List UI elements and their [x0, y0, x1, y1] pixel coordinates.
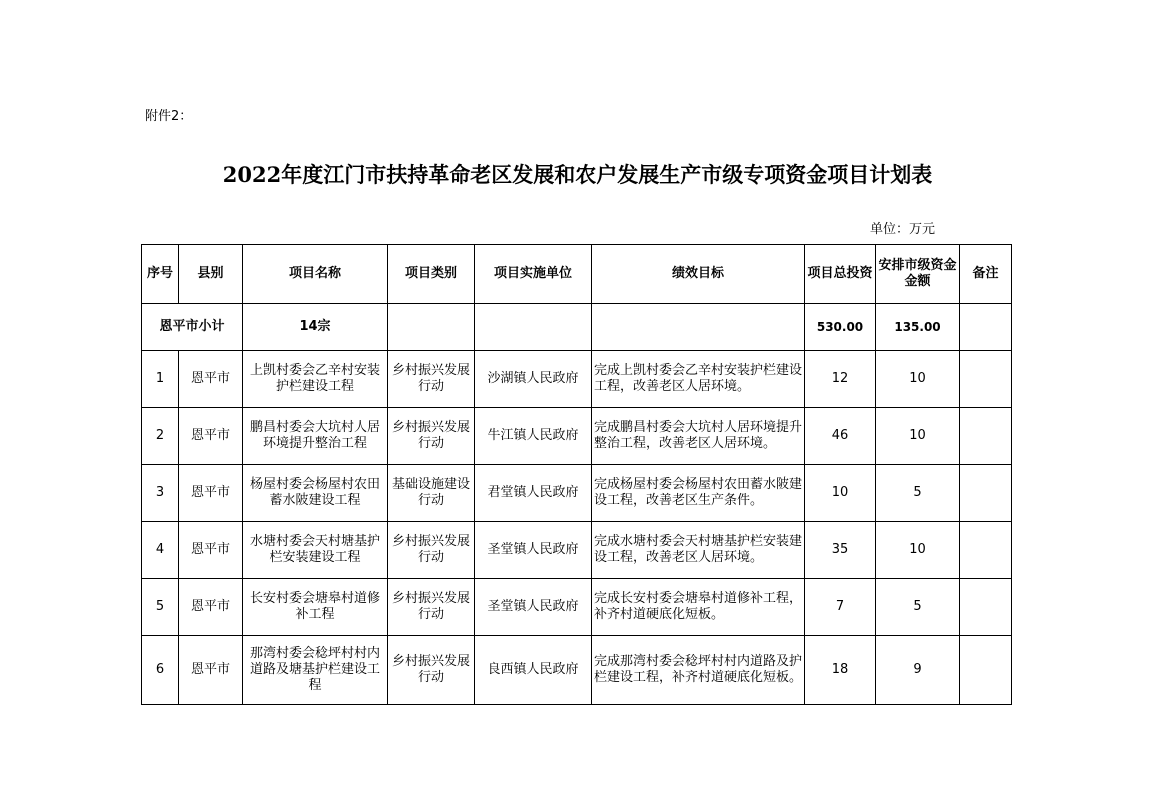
table-row: [142, 522, 1012, 579]
cell-unit: 良西镇人民政府: [475, 636, 592, 705]
cell-category: 乡村振兴发展行动: [388, 408, 475, 465]
cell-no: 6: [142, 636, 179, 705]
subtotal-count: 14宗: [243, 304, 388, 351]
cell-county: 恩平市: [179, 522, 243, 579]
subtotal-row: [142, 304, 1012, 351]
cell-total: 46: [805, 408, 876, 465]
cell-project-name: 长安村委会塘皋村道修补工程: [243, 579, 388, 636]
cell-total: 18: [805, 636, 876, 705]
cell-unit: 圣堂镇人民政府: [475, 579, 592, 636]
cell-funds: 10: [876, 522, 960, 579]
cell-remarks: [960, 522, 1012, 579]
cell-no: 1: [142, 351, 179, 408]
header-county: 县别: [179, 245, 243, 304]
cell-remarks: [960, 351, 1012, 408]
cell-county: 恩平市: [179, 636, 243, 705]
page-title: 2022年度江门市扶持革命老区发展和农户发展生产市级专项资金项目计划表: [222, 162, 933, 187]
cell-category: 乡村振兴发展行动: [388, 522, 475, 579]
header-goal: 绩效目标: [592, 245, 805, 304]
cell-project-name: 杨屋村委会杨屋村农田蓄水陂建设工程: [243, 465, 388, 522]
cell-no: 5: [142, 579, 179, 636]
subtotal-total: 530.00: [805, 304, 876, 351]
project-plan-table: [141, 244, 1012, 705]
cell-remarks: [960, 579, 1012, 636]
cell-category: 基础设施建设行动: [388, 465, 475, 522]
cell-category: 乡村振兴发展行动: [388, 579, 475, 636]
cell-no: 4: [142, 522, 179, 579]
cell-county: 恩平市: [179, 408, 243, 465]
cell-total: 12: [805, 351, 876, 408]
cell-remarks: [960, 408, 1012, 465]
cell-total: 7: [805, 579, 876, 636]
cell-total: 10: [805, 465, 876, 522]
header-project-name: 项目名称: [243, 245, 388, 304]
cell-goal: 完成水塘村委会天村塘基护栏安装建设工程，改善老区人居环境。: [592, 522, 805, 579]
header-category: 项目类别: [388, 245, 475, 304]
cell-remarks: [960, 465, 1012, 522]
header-total: 项目总投资: [805, 245, 876, 304]
cell-category: 乡村振兴发展行动: [388, 351, 475, 408]
cell-total: 35: [805, 522, 876, 579]
cell-goal: 完成鹏昌村委会大坑村人居环境提升整治工程，改善老区人居环境。: [592, 408, 805, 465]
header-no: 序号: [142, 245, 179, 304]
subtotal-remarks: [960, 304, 1012, 351]
cell-county: 恩平市: [179, 579, 243, 636]
cell-goal: 完成那湾村委会稔坪村村内道路及护栏建设工程，补齐村道硬底化短板。: [592, 636, 805, 705]
cell-project-name: 水塘村委会天村塘基护栏安装建设工程: [243, 522, 388, 579]
cell-funds: 10: [876, 408, 960, 465]
cell-unit: 圣堂镇人民政府: [475, 522, 592, 579]
cell-unit: 沙湖镇人民政府: [475, 351, 592, 408]
table-row: [142, 408, 1012, 465]
cell-project-name: 鹏昌村委会大坑村人居环境提升整治工程: [243, 408, 388, 465]
header-remarks: 备注: [960, 245, 1012, 304]
subtotal-empty-cell: [592, 304, 805, 351]
cell-county: 恩平市: [179, 351, 243, 408]
cell-unit: 牛江镇人民政府: [475, 408, 592, 465]
subtotal-empty-cell: [388, 304, 475, 351]
table-row: [142, 636, 1012, 705]
cell-goal: 完成杨屋村委会杨屋村农田蓄水陂建设工程，改善老区生产条件。: [592, 465, 805, 522]
attachment-label: 附件2：: [145, 109, 193, 124]
cell-goal: 完成上凯村委会乙辛村安装护栏建设工程，改善老区人居环境。: [592, 351, 805, 408]
cell-project-name: 那湾村委会稔坪村村内道路及塘基护栏建设工程: [243, 636, 388, 705]
table-row: [142, 465, 1012, 522]
cell-funds: 5: [876, 579, 960, 636]
table-row: [142, 579, 1012, 636]
header-unit: 项目实施单位: [475, 245, 592, 304]
subtotal-label: 恩平市小计: [142, 304, 243, 351]
subtotal-funds: 135.00: [876, 304, 960, 351]
cell-goal: 完成长安村委会塘皋村道修补工程，补齐村道硬底化短板。: [592, 579, 805, 636]
cell-funds: 9: [876, 636, 960, 705]
cell-no: 2: [142, 408, 179, 465]
cell-unit: 君堂镇人民政府: [475, 465, 592, 522]
table-header-row: [142, 245, 1012, 304]
subtotal-empty-cell: [475, 304, 592, 351]
cell-funds: 10: [876, 351, 960, 408]
cell-remarks: [960, 636, 1012, 705]
cell-funds: 5: [876, 465, 960, 522]
table-row: [142, 351, 1012, 408]
unit-label: 单位：万元: [870, 222, 936, 237]
header-funds: 安排市级资金金额: [876, 245, 960, 304]
cell-project-name: 上凯村委会乙辛村安装护栏建设工程: [243, 351, 388, 408]
cell-county: 恩平市: [179, 465, 243, 522]
cell-category: 乡村振兴发展行动: [388, 636, 475, 705]
cell-no: 3: [142, 465, 179, 522]
